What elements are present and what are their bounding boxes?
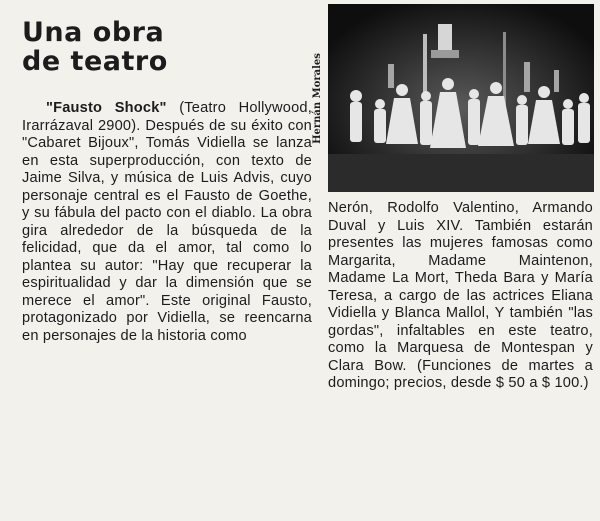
stage-scene-photo <box>328 4 594 192</box>
photo-block <box>308 4 594 192</box>
photo-credit-text: Hernán Morales <box>311 52 323 144</box>
article-body-right <box>328 200 593 393</box>
article-text-right: Nerón, Rodolfo Valentino, Armando Duval y Luis XIV. También estarán presentes las mujeres famosas como Margarita, Madame Maintenon, Madame La Mort, Theda Bara y María Teresa, a cargo de las actrices Eliana Vidiella y Blanca Mallol, Y también "las gordas", infaltables en este teatro, como la Marquesa de Montespan y Clara Bow. (Funciones de martes a domingo; precios, desde $ 50 a $ 100.) <box>328 200 593 391</box>
stage-scene-image <box>328 4 594 192</box>
play-title: "Fausto Shock" <box>46 100 167 116</box>
article-text-left: (Teatro Hollywood, Irarrázaval 2900). Después de su éxito con "Cabaret Bijoux", Tomás Vidiella se lanza en esta superproducción, con texto de Jaime Silva, y música de Luis Advis, cuyo personaje central es el Fausto de Goethe, y su fábula del pacto con el diablo. La obra gira alrededor de la búsqueda de la felicidad, que da el amor, tal como lo plantea su autor: "Hay que recuperar la espiritualidad y dar la dimensión que se merece el amor". Este original Fausto, protagonizado por Vidiella, se reencarna en personajes de la historia como <box>22 100 313 344</box>
headline <box>22 18 312 76</box>
headline-line-2: de teatro <box>22 46 168 77</box>
article-body-left <box>22 100 312 345</box>
headline-line-1: Una obra <box>22 17 165 48</box>
